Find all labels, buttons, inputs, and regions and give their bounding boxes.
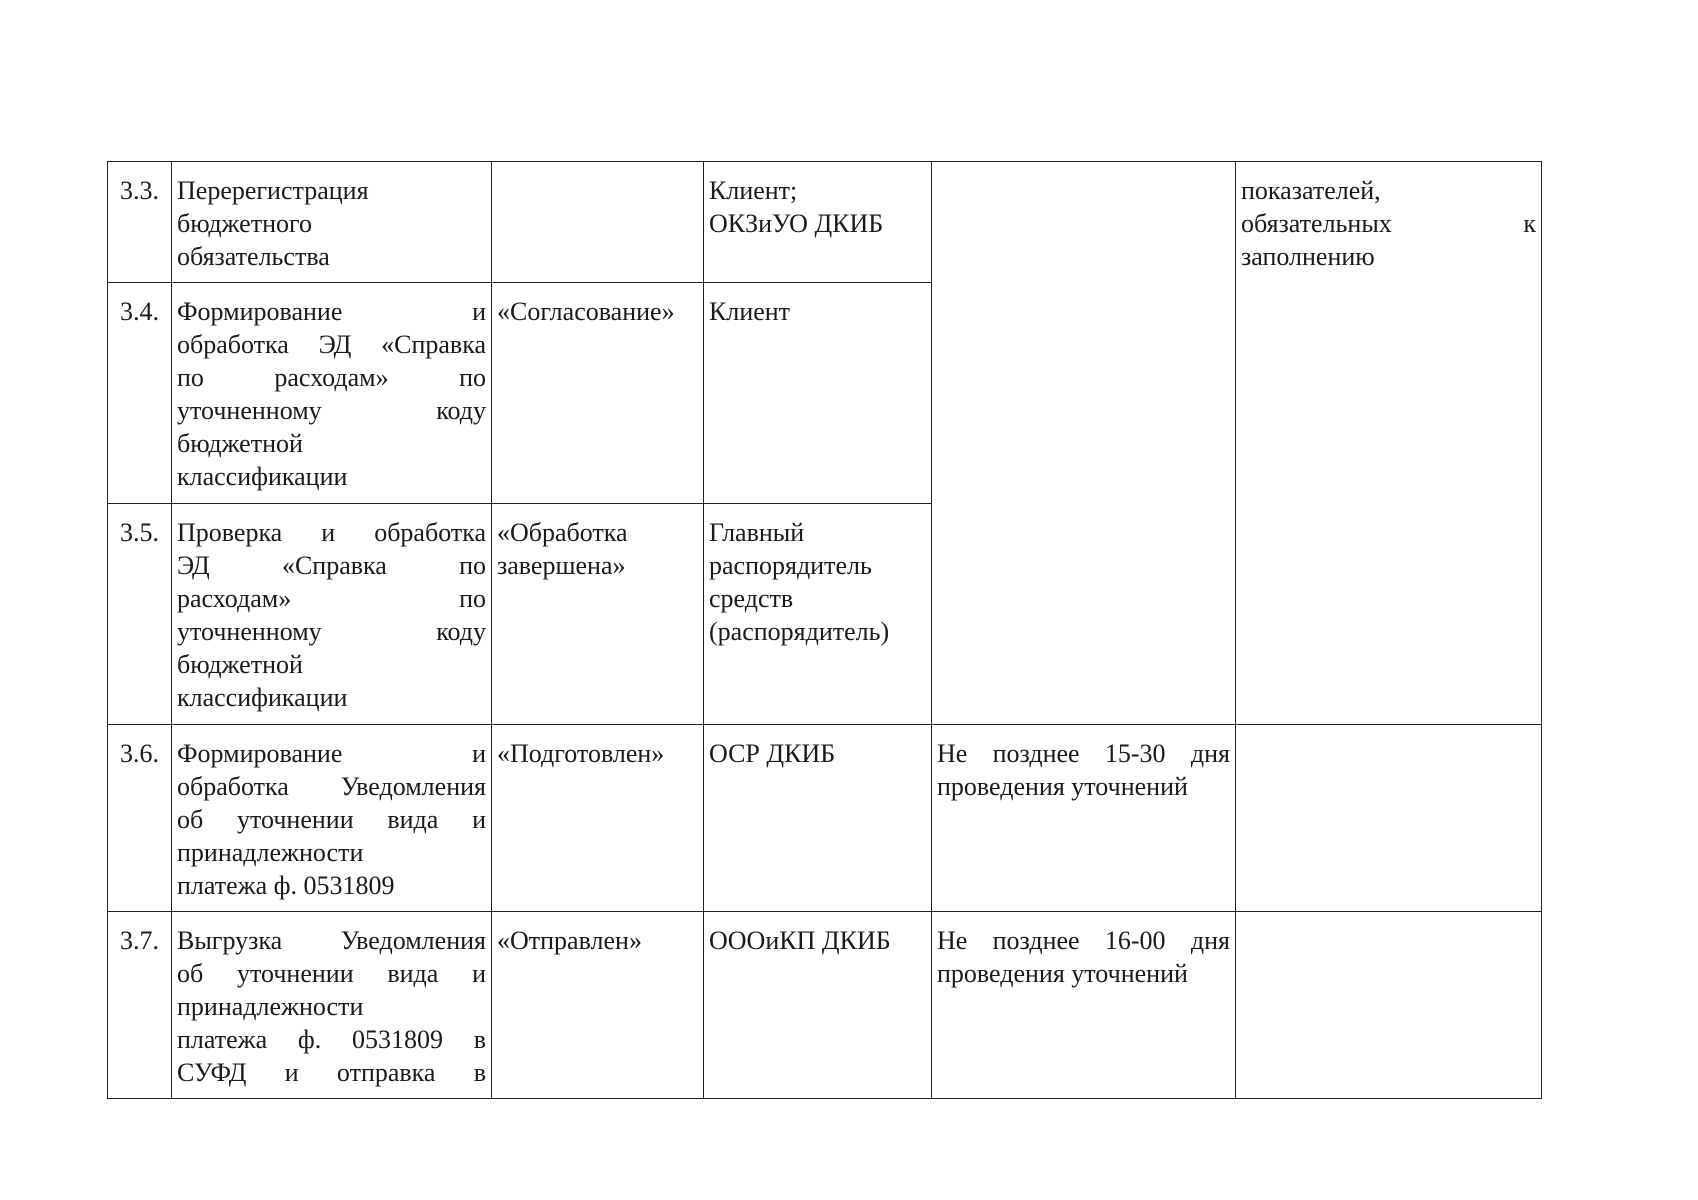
status-cell — [492, 725, 704, 912]
operation-line: классификации — [177, 683, 348, 712]
word: вида — [387, 805, 439, 834]
operation-line: платежа ф. 0531809 — [177, 871, 395, 900]
status-cell — [492, 912, 704, 1099]
responsible-line: Главный — [709, 518, 805, 547]
word: и — [472, 739, 486, 768]
word: «Справка — [281, 551, 387, 580]
responsible-line: ОКЗиУО ДКИБ — [709, 209, 884, 238]
operation-line: бюджетной — [177, 429, 303, 458]
row-number: 3.6. — [108, 725, 172, 912]
operation-line: бюджетного — [177, 209, 313, 238]
note-line: показателей, — [1241, 176, 1381, 205]
operation-line: обязательства — [177, 242, 330, 271]
word: ф. — [297, 1025, 322, 1054]
operation-line — [177, 328, 486, 361]
operation-line — [177, 295, 486, 328]
word: обработка — [177, 330, 289, 359]
note-cell — [1236, 725, 1542, 912]
status-line: «Согласование» — [497, 297, 675, 326]
word: Уведомления — [340, 926, 486, 955]
word: уточненному — [177, 617, 322, 646]
word: дня — [1190, 926, 1230, 955]
responsible-line: Клиент; — [709, 176, 798, 205]
note-cell — [1236, 912, 1542, 1099]
responsible-cell — [704, 162, 932, 283]
note-word: обязательных — [1241, 209, 1392, 238]
word: и — [284, 1058, 299, 1087]
word: Не — [937, 739, 968, 768]
word: ЭД — [177, 551, 210, 580]
word: по — [459, 363, 486, 392]
table-row — [108, 725, 1542, 912]
word: об — [177, 805, 204, 834]
operation-line — [177, 957, 486, 990]
word: обработка — [177, 772, 289, 801]
word: Не — [937, 926, 968, 955]
responsible-cell — [704, 912, 932, 1099]
row-number: 3.3. — [108, 162, 172, 283]
word: коду — [436, 396, 486, 425]
word: об — [177, 959, 204, 988]
operation-cell — [172, 283, 492, 504]
operation-line: принадлежности — [177, 838, 364, 867]
operation-line: принадлежности — [177, 992, 364, 1021]
table-row — [108, 162, 1542, 283]
operation-line — [177, 770, 486, 803]
responsible-line: (распорядитель) — [709, 617, 890, 646]
word: расходам» — [177, 584, 292, 613]
status-line: завершена» — [497, 551, 626, 580]
word: Формирование — [177, 739, 343, 768]
word: Выгрузка — [177, 926, 283, 955]
word: и — [472, 959, 486, 988]
word: уточнении — [236, 805, 354, 834]
word: по — [177, 363, 204, 392]
word: уточненному — [177, 396, 322, 425]
word: Формирование — [177, 297, 343, 326]
responsible-cell — [704, 283, 932, 504]
status-cell — [492, 504, 704, 725]
status-cell — [492, 283, 704, 504]
word: вида — [387, 959, 439, 988]
word: 16-00 — [1104, 926, 1166, 955]
responsible-line: распорядитель — [709, 551, 872, 580]
responsible-line: Клиент — [709, 297, 791, 326]
operation-line: бюджетной — [177, 650, 303, 679]
word: СУФД — [177, 1058, 247, 1087]
word: позднее — [992, 926, 1080, 955]
operation-line — [177, 361, 486, 394]
row-number: 3.5. — [108, 504, 172, 725]
word: обработка — [374, 518, 486, 547]
status-cell — [492, 162, 704, 283]
word: платежа — [177, 1025, 268, 1054]
responsible-cell — [704, 725, 932, 912]
responsible-line: ОООиКП ДКИБ — [709, 926, 891, 955]
operation-line — [177, 394, 486, 427]
deadline-line — [937, 737, 1230, 770]
word: отправка — [336, 1058, 436, 1087]
word: коду — [436, 617, 486, 646]
status-line: «Подготовлен» — [497, 739, 665, 768]
operation-line — [177, 803, 486, 836]
word: «Справка — [381, 330, 486, 359]
operation-line: Перерегистрация — [177, 176, 369, 205]
word: и — [472, 805, 486, 834]
deadline-line: проведения уточнений — [937, 772, 1188, 801]
word: позднее — [992, 739, 1080, 768]
word: по — [459, 584, 486, 613]
word: Уведомления — [340, 772, 486, 801]
operation-line — [177, 549, 486, 582]
operation-line — [177, 615, 486, 648]
responsible-line: ОСР ДКИБ — [709, 739, 836, 768]
deadline-cell — [932, 162, 1236, 725]
note-line: заполнению — [1241, 242, 1375, 271]
word: и — [472, 297, 486, 326]
operation-line — [177, 737, 486, 770]
status-line: «Обработка — [497, 518, 628, 547]
deadline-cell — [932, 912, 1236, 1099]
status-line: «Отправлен» — [497, 926, 642, 955]
responsible-line: средств — [709, 584, 794, 613]
word: Проверка — [177, 518, 283, 547]
word: 0531809 — [351, 1025, 443, 1054]
operation-line — [177, 924, 486, 957]
operation-line — [177, 1056, 486, 1089]
word: в — [473, 1058, 486, 1087]
table-row — [108, 912, 1542, 1099]
responsible-cell — [704, 504, 932, 725]
word: ЭД — [318, 330, 352, 359]
deadline-line — [937, 924, 1230, 957]
word: 15-30 — [1104, 739, 1166, 768]
operation-line — [177, 1023, 486, 1056]
word: и — [321, 518, 336, 547]
word: в — [473, 1025, 486, 1054]
note-line-justified — [1241, 207, 1536, 240]
word: уточнении — [236, 959, 354, 988]
operation-cell — [172, 912, 492, 1099]
row-number: 3.7. — [108, 912, 172, 1099]
deadline-cell — [932, 725, 1236, 912]
word: по — [459, 551, 486, 580]
row-number: 3.4. — [108, 283, 172, 504]
word: расходам» — [274, 363, 389, 392]
operation-line — [177, 516, 486, 549]
note-word: к — [1523, 209, 1536, 238]
operation-cell — [172, 162, 492, 283]
operation-line: классификации — [177, 462, 348, 491]
operation-line — [177, 582, 486, 615]
note-cell — [1236, 162, 1542, 725]
operation-cell — [172, 725, 492, 912]
word: дня — [1190, 739, 1230, 768]
operation-cell — [172, 504, 492, 725]
procedure-table — [107, 161, 1542, 1099]
deadline-line: проведения уточнений — [937, 959, 1188, 988]
